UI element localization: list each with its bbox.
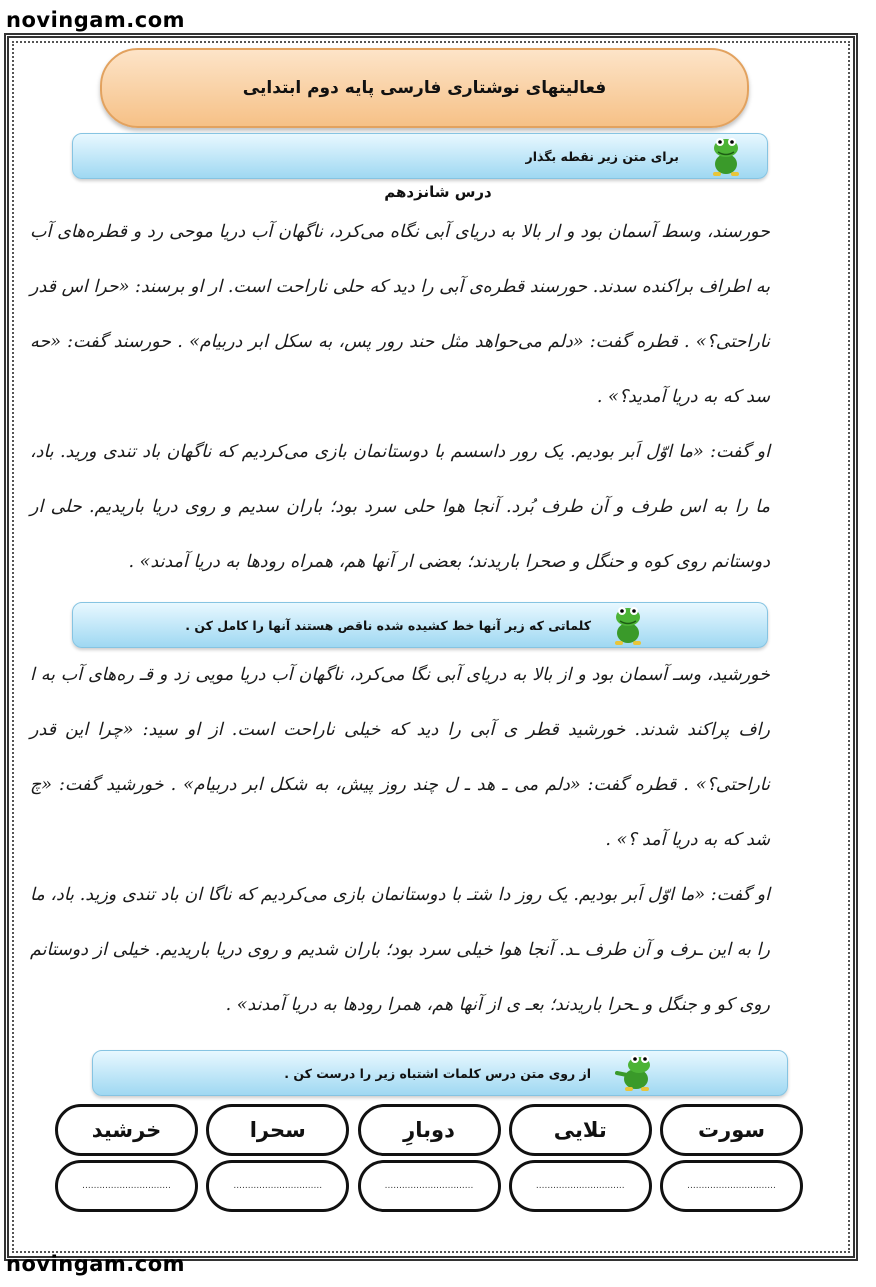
answer-box[interactable]: ............................... <box>509 1160 652 1212</box>
frog-mascot-icon <box>703 132 749 178</box>
frog-mascot-icon <box>605 601 651 647</box>
instruction-banner-3 <box>92 1050 788 1096</box>
lesson-title: درس شانزدهم <box>384 183 492 201</box>
paragraph-1: خورشید، وسـ آسمان بود و از بالا به دریای آبی نگا می‌کرد، ناگهان آب دریا مویی زد و قـ ره‌های آب به ا راف پراکند شدند. خورشید قطر ی آبی را دید که خیلی ناراحت است. از او سید: «چرا این قدر ناراحتی؟» . قطره گفت: «دلم می ـ هد ـ ل چند روز پیش، به شکل ابر دربیام» . خورشید گفت: «چ شد که به دریا آمد ؟» . <box>30 665 770 850</box>
misspelled-words-row <box>55 1104 803 1160</box>
instruction-text-1: برای متن زیر نقطه بگذار <box>525 148 679 164</box>
word-box: سورت <box>660 1104 803 1156</box>
paragraph-1: حورسند، وسط آسمان بود و ار بالا به دریای آبی نگاه می‌کرد، ناگهان آب دریا موحی رد و قطره‌های آب به اطراف براکنده سدند. حورسند قطره‌ی آبی را دید که حلی ناراحت است. ار او برسند: «حرا اس قدر ناراحتی؟» . قطره گفت: «دلم می‌حواهد مثل حند رور پس، به سکل ابر دربیام» . حورسند گفت: «حه سد که به دریا آمدید؟» . <box>30 222 770 407</box>
instruction-banner-1 <box>72 133 768 179</box>
answer-box[interactable]: ............................... <box>660 1160 803 1212</box>
instruction-banner-2 <box>72 602 768 648</box>
answer-box[interactable]: ............................... <box>206 1160 349 1212</box>
word-box: تلایی <box>509 1104 652 1156</box>
answer-box[interactable]: ............................... <box>358 1160 501 1212</box>
paragraph-2: او گفت: «ما اوّل اَبر بودیم. یک روز دا شتـ با دوستانمان بازی می‌کردیم که ناگا ان باد تندی وزید. باد، ما را به این ـرف و آن طرف ـد. آنجا هوا خیلی سرد بود؛ باران شدیم و روی دریا باریدیم. خیلی از دوستانم روی کو و جنگل و ـحرا باریدند؛ بعـ ی از آنها هم، همرا رودها به دریا آمدند» . <box>30 885 770 1015</box>
watermark-bottom: novingam.com <box>6 1252 186 1276</box>
word-box: خرشید <box>55 1104 198 1156</box>
paragraph-2: او گفت: «ما اوّل اَبر بودیم. یک رور داسسم با دوستانمان بازی می‌کردیم که ناگهان باد تندی ورید. باد، ما را به اس طرف و آن طرف بُرد. آنجا هوا حلی سرد بود؛ باران سدیم و روی دریا باریدیم. حلی ار دوستانم روی کوه و حنگل و صحرا باریدند؛ بعضی ار آنها هم، همراه رودها به دریا آمدند» . <box>30 442 770 572</box>
answer-box[interactable]: ............................... <box>55 1160 198 1212</box>
page-title: فعالیتهای نوشتاری فارسی پایه دوم ابتدایی <box>100 48 749 128</box>
frog-mascot-icon <box>613 1049 659 1095</box>
instruction-text-3: از روی متن درس کلمات اشتباه زیر را درست کن . <box>284 1065 591 1081</box>
word-box: سحرا <box>206 1104 349 1156</box>
word-box: دوبارِ <box>358 1104 501 1156</box>
watermark-top: novingam.com <box>6 8 186 32</box>
passage-incomplete-words <box>30 648 770 1033</box>
answer-boxes-row <box>55 1160 803 1216</box>
passage-no-dots <box>30 205 770 590</box>
instruction-text-2: کلماتی که زیر آنها خط کشیده شده ناقص هستند آنها را کامل کن . <box>185 617 591 633</box>
